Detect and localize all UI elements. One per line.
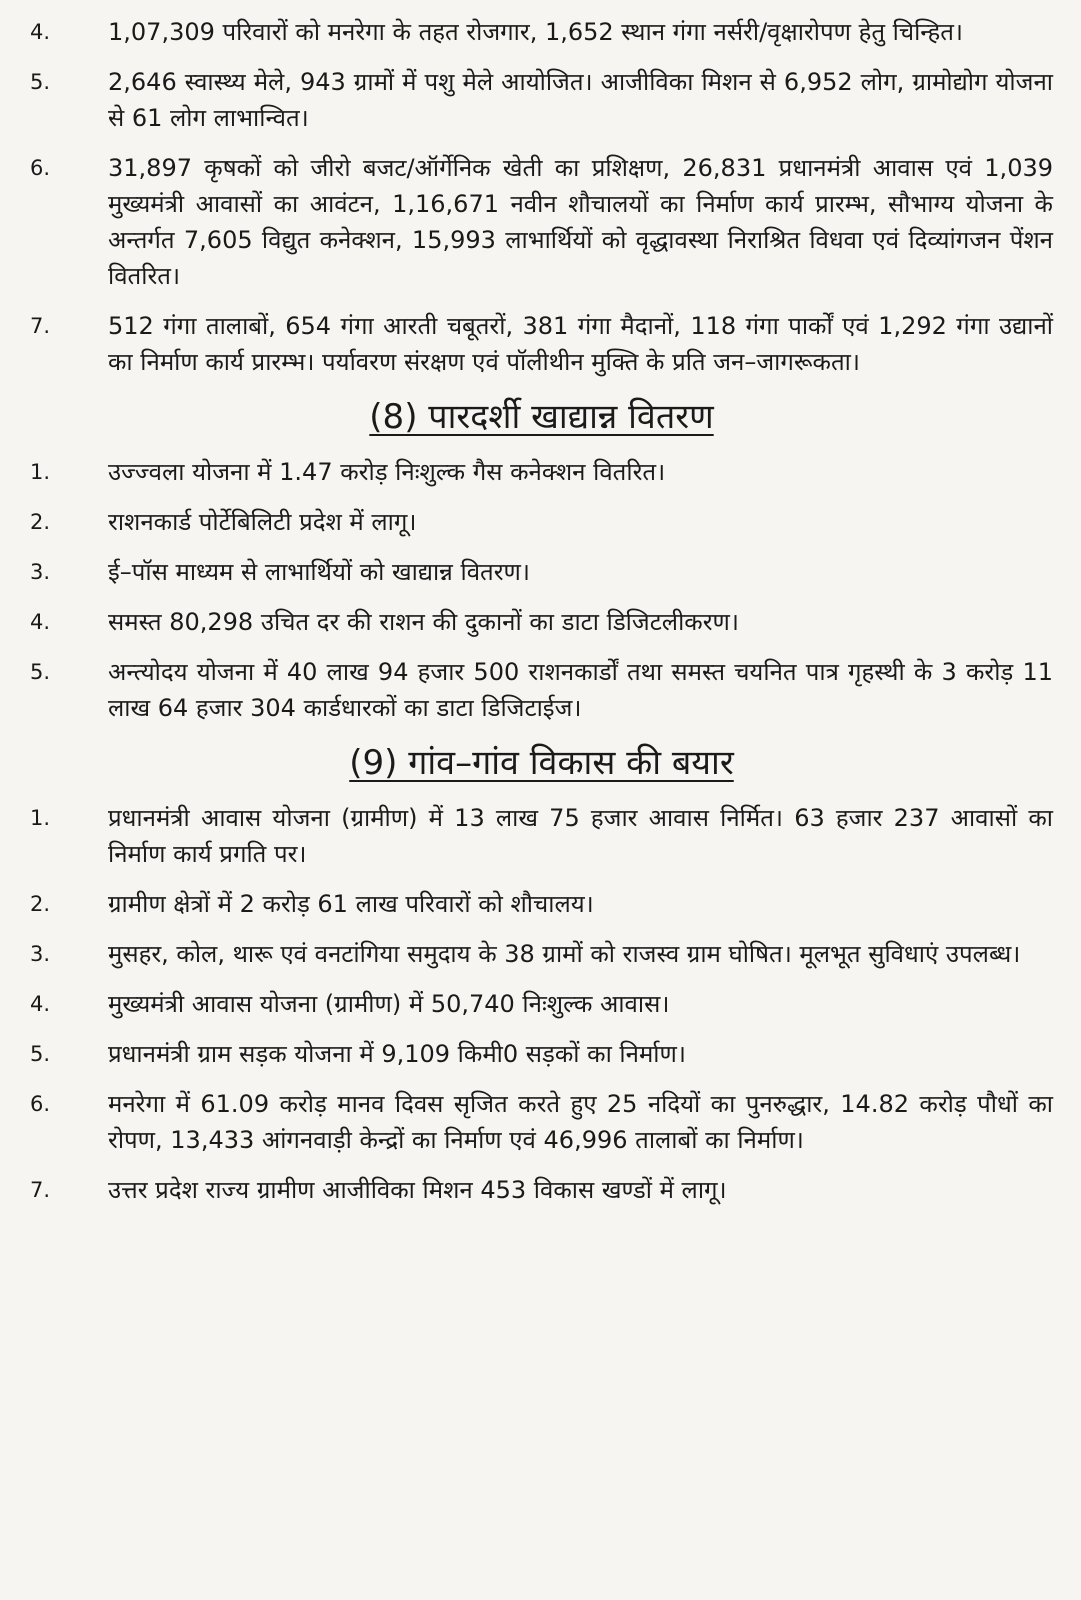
list-item — [30, 504, 1053, 540]
item-number: 4. — [30, 20, 51, 44]
item-number: 5. — [30, 70, 51, 94]
item-text: प्रधानमंत्री आवास योजना (ग्रामीण) में 13 लाख 75 हजार आवास निर्मित। 63 हजार 237 आवासों का निर्माण कार्य प्रगति पर। — [108, 804, 1053, 868]
item-number: 3. — [30, 560, 51, 584]
list-item — [30, 886, 1053, 922]
item-number: 2. — [30, 892, 51, 916]
section-8-heading — [30, 394, 1053, 440]
item-text: 1,07,309 परिवारों को मनरेगा के तहत रोजगार, 1,652 स्थान गंगा नर्सरी/वृक्षारोपण हेतु चिन्हित। — [108, 18, 964, 46]
item-number: 2. — [30, 510, 51, 534]
item-text: मुख्यमंत्री आवास योजना (ग्रामीण) में 50,740 निःशुल्क आवास। — [108, 990, 670, 1018]
section-7-continued-list — [30, 14, 1053, 380]
item-number: 6. — [30, 156, 51, 180]
item-number: 7. — [30, 1178, 51, 1202]
item-number: 5. — [30, 1042, 51, 1066]
item-text: ग्रामीण क्षेत्रों में 2 करोड़ 61 लाख परिवारों को शौचालय। — [108, 890, 594, 918]
list-item — [30, 936, 1053, 972]
item-text: 2,646 स्वास्थ्य मेले, 943 ग्रामों में पशु मेले आयोजित। आजीविका मिशन से 6,952 लोग, ग्रामोद्योग योजना से 61 लोग लाभान्वित। — [108, 68, 1053, 132]
section-9-heading — [30, 740, 1053, 786]
item-text: मनरेगा में 61.09 करोड़ मानव दिवस सृजित करते हुए 25 नदियों का पुनरुद्धार, 14.82 करोड़ पौधों का रोपण, 13,433 आंगनवाड़ी केन्द्रों का निर्माण एवं 46,996 तालाबों का निर्माण। — [108, 1090, 1053, 1154]
item-text: ई–पॉस माध्यम से लाभार्थियों को खाद्यान्न वितरण। — [108, 558, 530, 586]
list-item — [30, 554, 1053, 590]
item-text: मुसहर, कोल, थारू एवं वनटांगिया समुदाय के 38 ग्रामों को राजस्व ग्राम घोषित। मूलभूत सुविधाएं उपलब्ध। — [108, 940, 1021, 968]
item-text: उज्ज्वला योजना में 1.47 करोड़ निःशुल्क गैस कनेक्शन वितरित। — [108, 458, 666, 486]
item-number: 3. — [30, 942, 51, 966]
item-number: 1. — [30, 460, 51, 484]
section-8-list — [30, 454, 1053, 726]
list-item — [30, 1086, 1053, 1158]
item-number: 7. — [30, 314, 51, 338]
list-item — [30, 654, 1053, 726]
item-text: राशनकार्ड पोर्टेबिलिटी प्रदेश में लागू। — [108, 508, 417, 536]
list-item — [30, 1036, 1053, 1072]
item-number: 1. — [30, 806, 51, 830]
section-9-heading-text: (9) गांव–गांव विकास की बयार — [349, 743, 734, 783]
section-9-list — [30, 800, 1053, 1208]
list-item — [30, 308, 1053, 380]
list-item — [30, 986, 1053, 1022]
list-item — [30, 454, 1053, 490]
item-number: 6. — [30, 1092, 51, 1116]
item-number: 5. — [30, 660, 51, 684]
item-number: 4. — [30, 610, 51, 634]
item-text: 31,897 कृषकों को जीरो बजट/ऑर्गेनिक खेती का प्रशिक्षण, 26,831 प्रधानमंत्री आवास एवं 1,039 मुख्यमंत्री आवासों का आवंटन, 1,16,671 नवीन शौचालयों का निर्माण कार्य प्रारम्भ, सौभाग्य योजना के अन्तर्गत 7,605 विद्युत कनेक्शन, 15,993 लाभार्थियों को वृद्धावस्था निराश्रित विधवा एवं दिव्यांगजन पेंशन वितरित। — [108, 154, 1053, 290]
list-item — [30, 800, 1053, 872]
item-text: अन्त्योदय योजना में 40 लाख 94 हजार 500 राशनकार्डों तथा समस्त चयनित पात्र गृहस्थी के 3 करोड़ 11 लाख 64 हजार 304 कार्डधारकों का डाटा डिजिटाईज। — [108, 658, 1053, 722]
item-text: 512 गंगा तालाबों, 654 गंगा आरती चबूतरों, 381 गंगा मैदानों, 118 गंगा पार्कों एवं 1,292 गंगा उद्यानों का निर्माण कार्य प्रारम्भ। पर्यावरण संरक्षण एवं पॉलीथीन मुक्ति के प्रति जन–जागरूकता। — [108, 312, 1053, 376]
item-number: 4. — [30, 992, 51, 1016]
list-item — [30, 150, 1053, 294]
section-8-heading-text: (8) पारदर्शी खाद्यान्न वितरण — [369, 397, 714, 437]
list-item — [30, 604, 1053, 640]
item-text: प्रधानमंत्री ग्राम सड़क योजना में 9,109 किमी0 सड़कों का निर्माण। — [108, 1040, 686, 1068]
list-item — [30, 1172, 1053, 1208]
list-item — [30, 14, 1053, 50]
item-text: समस्त 80,298 उचित दर की राशन की दुकानों का डाटा डिजिटलीकरण। — [108, 608, 739, 636]
item-text: उत्तर प्रदेश राज्य ग्रामीण आजीविका मिशन 453 विकास खण्डों में लागू। — [108, 1176, 727, 1204]
list-item — [30, 64, 1053, 136]
